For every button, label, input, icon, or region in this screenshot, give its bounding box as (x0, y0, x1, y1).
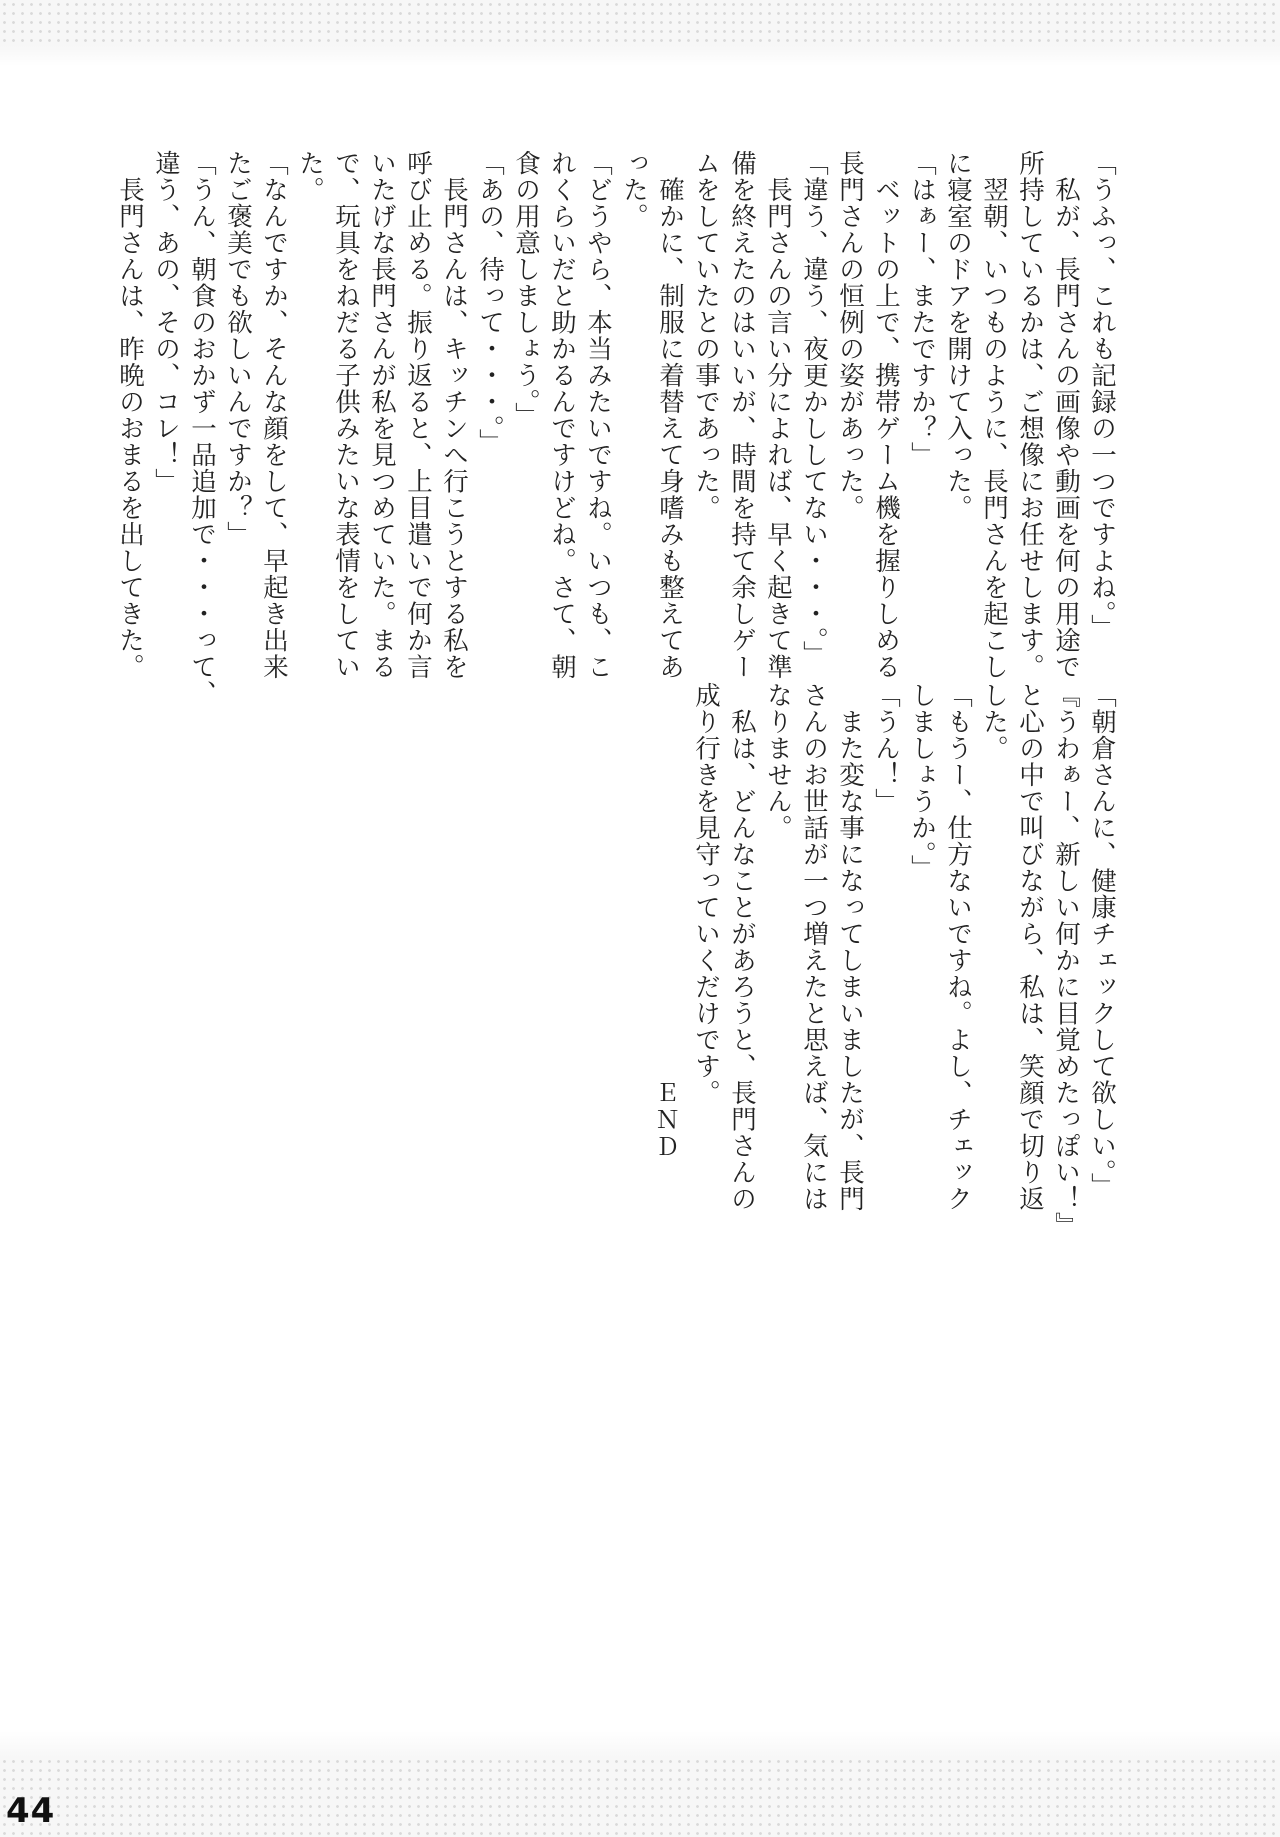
text-line: 食の用意しましょう。」 (511, 150, 541, 429)
text-line: た。 (295, 150, 325, 203)
text-line: また変な事になってしまいましたが、長門 (835, 682, 865, 1212)
page-number: 44 (6, 1791, 56, 1831)
text-line: 備を終えたのはいいが、時間を持て余しゲー (727, 150, 757, 680)
story-text-lower-block (688, 682, 1120, 1239)
text-line: れくらいだと助かるんですけどね。さて、朝 (547, 150, 577, 680)
text-line: で、玩具をねだる子供みたいな表情をしてい (331, 150, 361, 680)
text-line: 私が、長門さんの画像や動画を何の用途で (1051, 150, 1081, 680)
text-line: った。 (619, 150, 649, 230)
text-line: した。 (979, 682, 1009, 762)
text-line: 長門さんは、キッチンへ行こうとする私を (439, 150, 469, 680)
text-line: 「なんですか、そんな顔をして、早起き出来 (259, 150, 289, 680)
text-line: 長門さんの言い分によれば、早く起きて準 (763, 150, 793, 680)
text-line: しましょうか。」 (907, 682, 937, 882)
text-line: と心の中で叫びながら、私は、笑顔で切り返 (1015, 682, 1045, 1212)
text-line: 「もうー、仕方ないですね。よし、チェック (943, 682, 973, 1212)
text-line: ベットの上で、携帯ゲーム機を握りしめる (871, 150, 901, 680)
text-line: 「朝倉さんに、健康チェックして欲しい。」 (1087, 682, 1117, 1200)
text-line: 「違う、違う、夜更かししてない・・・。」 (799, 150, 829, 668)
text-line: 私は、どんなことがあろうと、長門さんの (727, 682, 757, 1212)
text-line: 「あの、待って・・・。」 (475, 150, 505, 456)
text-line: なりません。 (763, 682, 793, 841)
text-line: 呼び止める。振り返ると、上目遣いで何か言 (403, 150, 433, 680)
text-line: 成り行きを見守っていくだけです。 (691, 682, 721, 1106)
text-line: 所持しているかは、ご想像にお任せします。 (1015, 150, 1045, 680)
text-line: 確かに、制服に着替えて身嗜みも整えてあ (655, 150, 685, 680)
text-line: 「うん、朝食のおかず一品追加で・・・って、 (187, 150, 217, 707)
text-line: 「どうやら、本当みたいですね。いつも、こ (583, 150, 613, 680)
text-line: 「うん！」 (871, 682, 901, 815)
text-line: 『うわぁー、新しい何かに目覚めたっぽい！』 (1051, 682, 1081, 1239)
text-line: 長門さんは、昨晩のおまるを出してきた。 (115, 150, 145, 680)
text-line: 「はぁー、またですか？」 (907, 150, 937, 468)
bottom-dotted-border (0, 1757, 1280, 1837)
text-line: 違う、あの、その、コレ！」 (151, 150, 181, 495)
text-line: たご褒美でも欲しいんですか？」 (223, 150, 253, 548)
text-line: ムをしていたとの事であった。 (691, 150, 721, 521)
end-mark: ＥＮＤ (651, 1080, 679, 1161)
text-line: 「うふっ、これも記録の一つですよね。」 (1087, 150, 1117, 641)
text-line: いたげな長門さんが私を見つめていた。まる (367, 150, 397, 680)
text-line: さんのお世話が一つ増えたと思えば、気には (799, 682, 829, 1212)
text-line: 翌朝、いつものように、長門さんを起こし (979, 150, 1009, 680)
text-line: 長門さんの恒例の姿があった。 (835, 150, 865, 521)
top-dotted-border (0, 0, 1280, 46)
text-line: に寝室のドアを開けて入った。 (943, 150, 973, 521)
story-text-upper-block (112, 150, 1120, 707)
